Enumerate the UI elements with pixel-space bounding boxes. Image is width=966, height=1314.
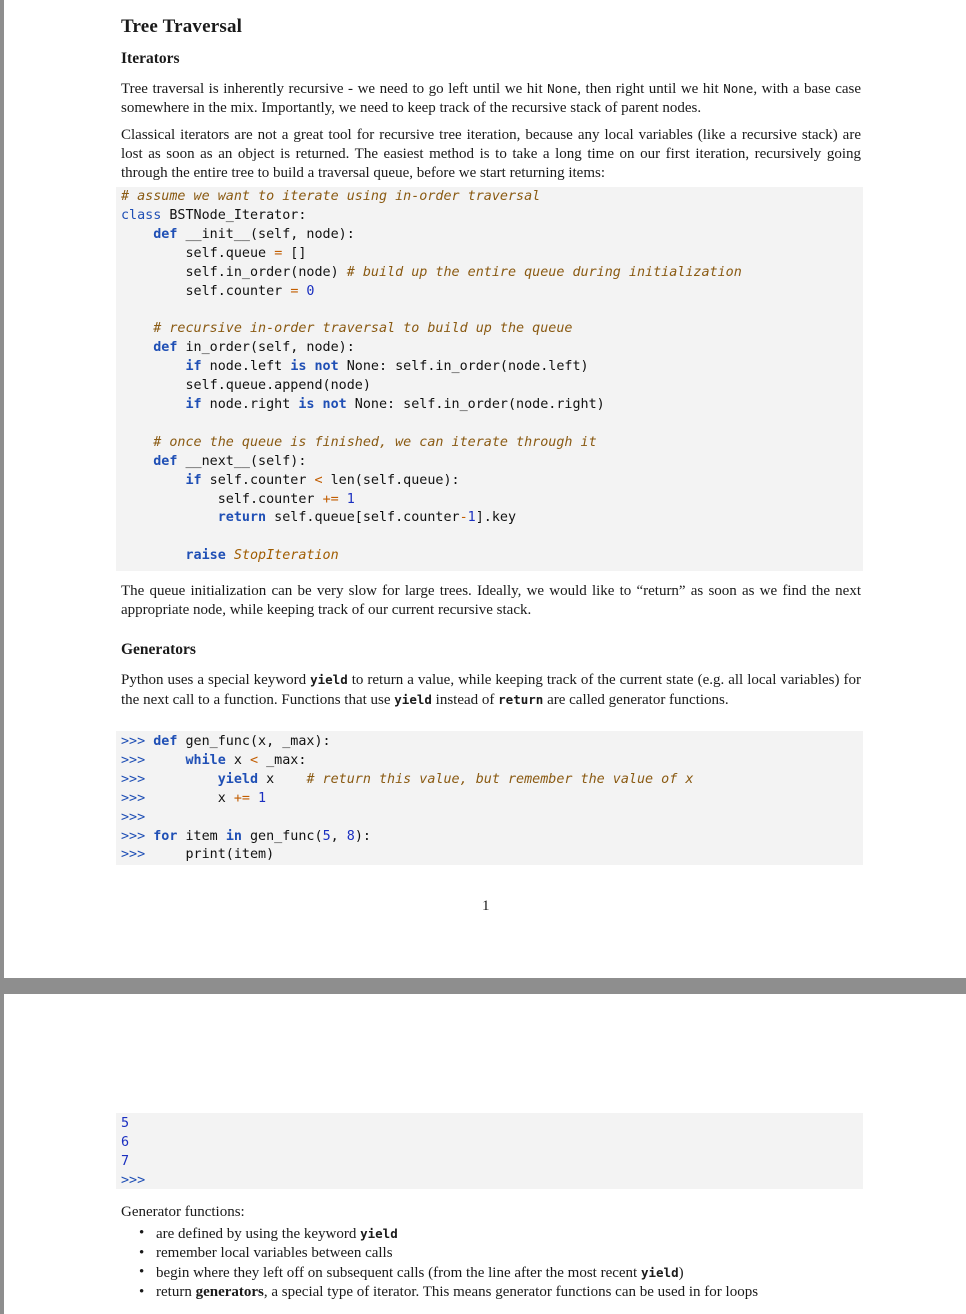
generator-functions-label: Generator functions: — [121, 1204, 245, 1220]
document-page-1 — [4, 0, 966, 978]
generators-heading: Generators — [121, 641, 196, 658]
iterators-paragraph-1: Tree traversal is inherently recursive - we need to go left until we hit None, then right until we hit None, with a base case somewhere in the mix. Importantly, we need to keep track of the recursive stack of parent nodes. — [121, 81, 862, 116]
list-item: • remember local variables between calls — [136, 1244, 861, 1263]
list-item: • begin where they left off on subsequent calls (from the line after the most recent yield) — [136, 1263, 861, 1283]
list-item: • return generators, a special type of iterator. This means generator functions can be used in for loops — [136, 1283, 861, 1302]
output-line: 5 — [121, 1116, 130, 1131]
output-line: 6 — [121, 1134, 130, 1150]
list-item: • are defined by using the keyword yield — [136, 1224, 861, 1244]
iterators-paragraph-2: Classical iterators are not a great tool for recursive tree iteration, because any local variables (like a recursive stack) are lost as soon as an object is returned. The easiest method is to take a long time on our first iteration, recursively going through the entire tree to build a traversal queue, before we start returning items: — [121, 127, 861, 181]
generator-functions-list — [136, 1224, 861, 1302]
iterators-heading: Iterators — [121, 50, 180, 67]
iterator-code-block: # assume we want to iterate using in-order traversal class BSTNode_Iterator: def __init__(self, node): self.queue = [] self.in_order(node) # build up the entire queue during initialization self.counter = 0 # recursive in-order traversal to build up the queue def in_order(self, node): if node.left is not None: self.in_order(node.left) self.queue.append(node) if node.right is not None: self.in_order(node.right) # once the queue is finished, we can iterate through it def __next__(self): if self.counter < len(self.queue): self.counter += 1 return self.queue[self.counter-1].key raise StopIteration — [116, 187, 863, 571]
output-line: 7 — [121, 1153, 130, 1169]
generators-paragraph: Python uses a special keyword yield to return a value, while keeping track of the current state (e.g. all local variables) for the next call to a function. Functions that use yield instead of return are called generator functions. — [121, 672, 861, 708]
queue-paragraph: The queue initialization can be very slow for large trees. Ideally, we would like to “return” as soon as we find the next appropriate node, while keeping track of our current recursive stack. — [121, 583, 861, 618]
page-number: 1 — [482, 898, 490, 914]
page-title: Tree Traversal — [121, 16, 243, 37]
generator-code-block: >>> def gen_func(x, _max): >>> while x < _max: >>> yield x # return this value, but remember the value of x >>> x += 1 >>> >>> for item in gen_func(5, 8): >>> print(item) — [116, 731, 863, 865]
generator-output-block: 5 6 7 >>> — [116, 1113, 863, 1189]
